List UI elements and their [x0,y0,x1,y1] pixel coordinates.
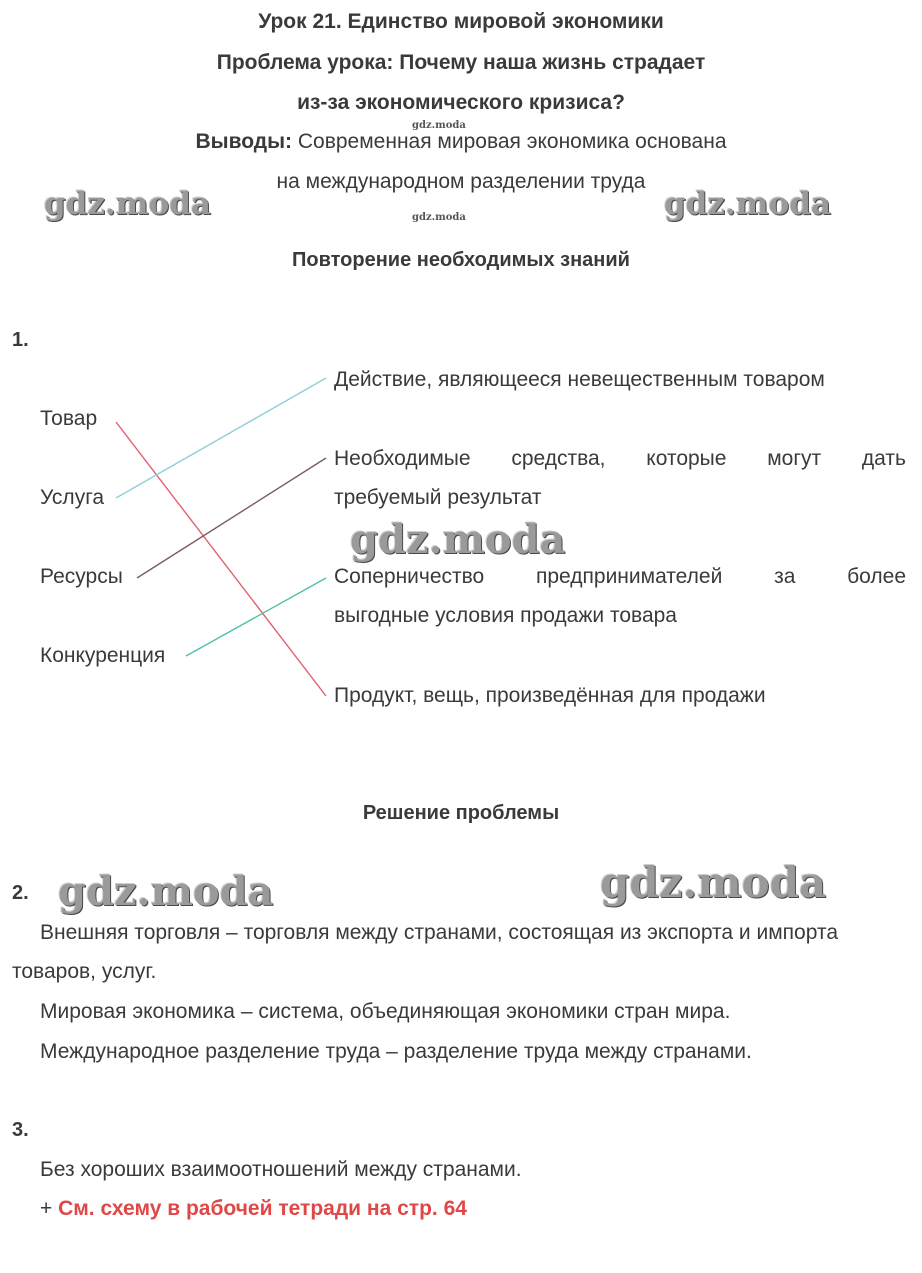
term-usluga: Услуга [40,486,105,509]
task2-paragraph1-line2: товаров, услуг. [12,960,157,983]
definition-3-word: более [847,565,906,588]
task3-plus: + [40,1197,59,1220]
lesson-title: Урок 21. Единство мировой экономики [258,10,664,33]
term-konkurenciya: Конкуренция [40,644,166,667]
definition-4: Продукт, вещь, произведённая для продажи [334,684,766,707]
watermark-logo: gdz.moda [664,186,831,222]
definition-3-word: за [774,565,796,588]
task1-number: 1. [12,329,29,351]
task2-paragraph3: Международное разделение труда – разделение труда между странами. [40,1040,752,1063]
conclusion-text-2: на международном разделении труда [276,170,646,193]
definition-1: Действие, являющееся невещественным товаром [334,368,825,391]
definition-3-word: предпринимателей [536,565,723,588]
definition-3-line2: выгодные условия продажи товара [334,604,677,627]
definition-2-word: средства, [511,447,606,470]
section-review-heading: Повторение необходимых знаний [292,249,630,271]
match-line-usluga [116,378,326,498]
watermark-logo: gdz.moda [600,858,827,907]
definition-2-word: Необходимые [334,447,471,470]
definition-2-line2: требуемый результат [334,486,542,509]
watermark-logo: gdz.moda [350,516,566,563]
definition-2-word: могут [767,447,822,470]
term-resursy: Ресурсы [40,565,123,588]
watermark-small: gdz.moda [412,212,466,223]
watermark-small: gdz.moda [412,120,466,131]
lesson-problem-line1: Проблема урока: Почему наша жизнь страдает [216,51,706,74]
watermark-logo: gdz.moda [58,868,274,915]
lesson-problem-line2: из-за экономического кризиса? [297,91,625,114]
task3-number: 3. [12,1119,29,1141]
definition-2-word: дать [861,447,906,470]
match-line-tovar [116,422,326,696]
watermark-logo: gdz.moda [44,186,211,222]
match-line-konkurenciya [186,578,326,656]
task3-answer: Без хороших взаимоотношений между странами. [40,1158,522,1181]
definition-2-word: которые [646,447,727,470]
match-line-resursy [137,458,326,578]
task3-note-link: См. схему в рабочей тетради на стр. 64 [58,1197,467,1220]
section-solution-heading: Решение проблемы [362,802,560,824]
term-tovar: Товар [40,407,98,430]
task3-note [40,1197,467,1221]
task2-number: 2. [12,882,29,904]
task2-paragraph1-line1: Внешняя торговля – торговля между странами, состоящая из экспорта и импорта [40,921,838,944]
definition-3-word: Соперничество [334,565,485,588]
conclusion-label: Выводы: [195,130,293,153]
conclusion-text-1: Современная мировая экономика основана [292,130,727,153]
task2-paragraph2: Мировая экономика – система, объединяющая экономики стран мира. [40,1000,731,1023]
